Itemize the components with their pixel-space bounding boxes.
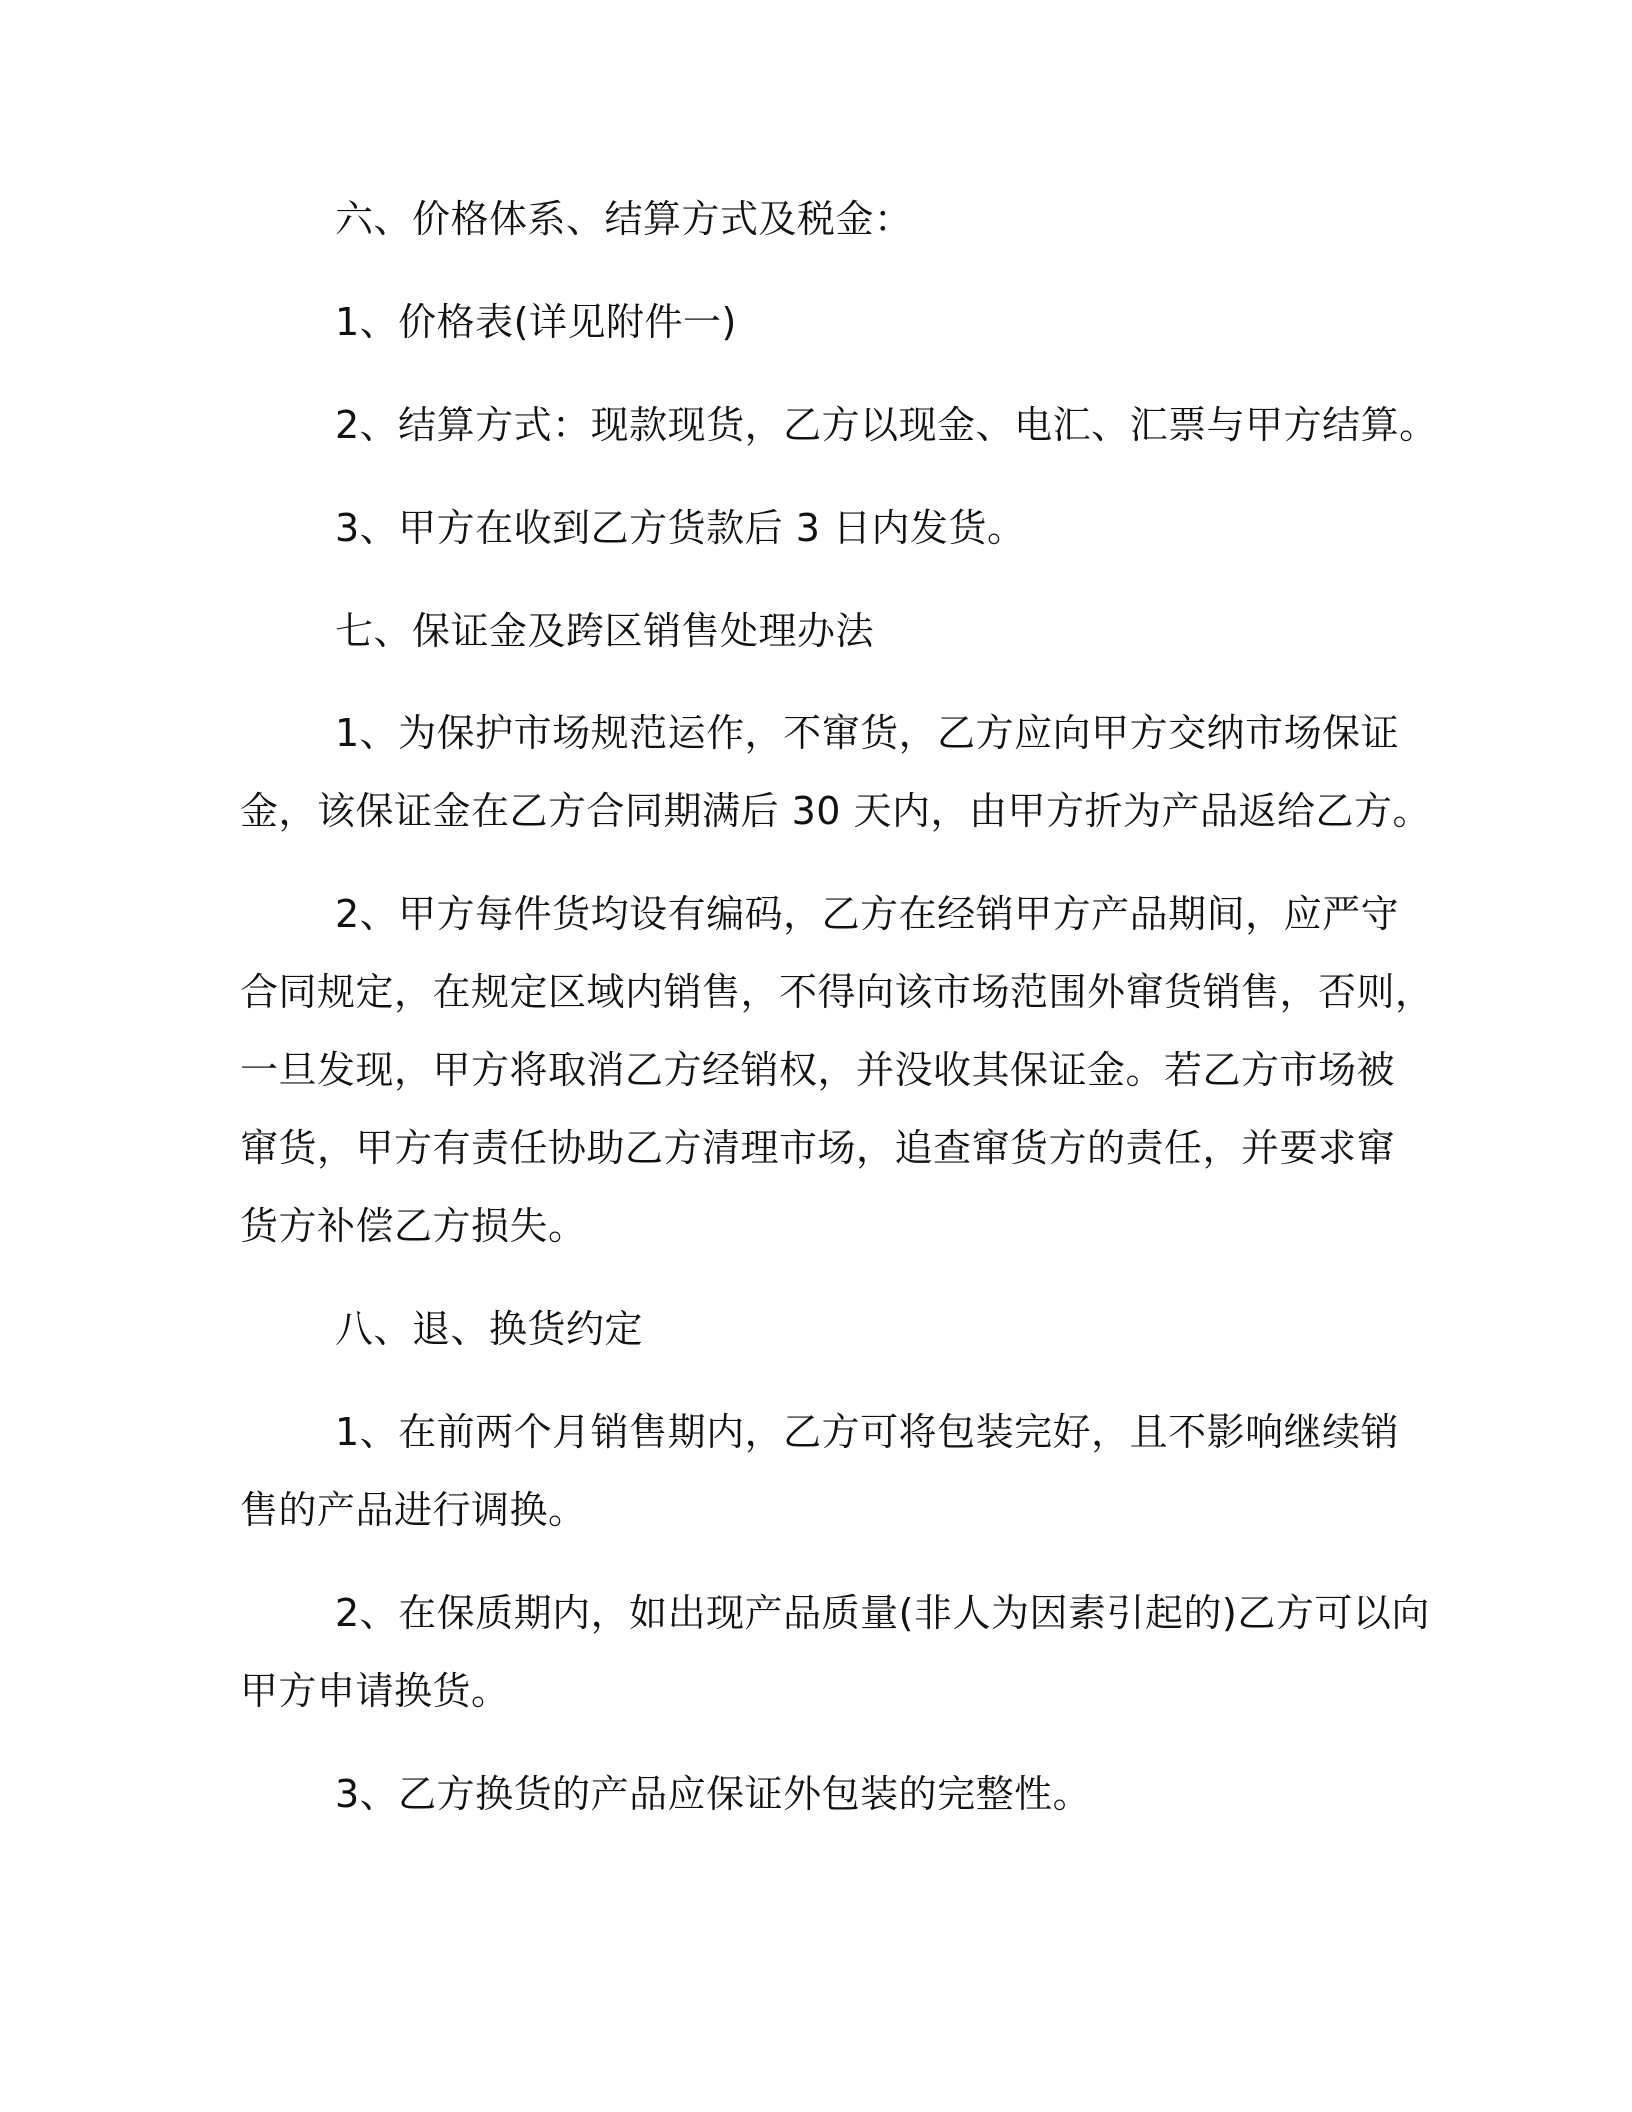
clause-6-2: 2、结算方式：现款现货，乙方以现金、电汇、汇票与甲方结算。 xyxy=(335,403,1438,447)
clause-8-3: 3、乙方换货的产品应保证外包装的完整性。 xyxy=(335,1772,1092,1816)
clause-7-2-line-5: 货方补偿乙方损失。 xyxy=(240,1204,587,1248)
clause-7-2-line-3: 一旦发现，甲方将取消乙方经销权，并没收其保证金。若乙方市场被 xyxy=(240,1048,1396,1092)
line-5 xyxy=(240,694,1400,772)
line-13 xyxy=(240,1393,1400,1471)
clause-8-1-line-1: 1、在前两个月销售期内，乙方可将包装完好，且不影响继续销 xyxy=(335,1410,1400,1454)
line-15 xyxy=(240,1574,1430,1652)
clause-7-2-line-2: 合同规定，在规定区域内销售，不得向该市场范围外窜货销售，否则， xyxy=(240,970,1434,1014)
clause-8-2-line-1: 2、在保质期内，如出现产品质量(非人为因素引起的)乙方可以向 xyxy=(335,1591,1430,1635)
line-16 xyxy=(240,1652,1390,1730)
clause-7-1-line-1: 1、为保护市场规范运作，不窜货，乙方应向甲方交纳市场保证 xyxy=(335,711,1400,755)
line-10 xyxy=(240,1109,1396,1187)
line-3 xyxy=(240,489,1390,567)
clause-7-2-line-1: 2、甲方每件货均设有编码，乙方在经销甲方产品期间，应严守 xyxy=(335,892,1400,936)
section-7-heading: 七、保证金及跨区销售处理办法 xyxy=(335,609,875,653)
section-8-heading: 八、退、换货约定 xyxy=(335,1307,644,1351)
line-17 xyxy=(240,1755,1390,1833)
line-4 xyxy=(240,592,1390,670)
line-11 xyxy=(240,1187,1390,1265)
clause-6-3: 3、甲方在收到乙方货款后 3 日内发货。 xyxy=(335,506,1026,550)
clause-8-2-line-2: 甲方申请换货。 xyxy=(240,1669,510,1713)
line-2 xyxy=(240,386,1438,464)
clause-6-1: 1、价格表(详见附件一) xyxy=(335,300,737,344)
line-6 xyxy=(240,772,1432,850)
section-6-heading: 六、价格体系、结算方式及税金： xyxy=(335,197,913,241)
line-1 xyxy=(240,283,1390,361)
clause-7-1-line-2: 金，该保证金在乙方合同期满后 30 天内，由甲方折为产品返给乙方。 xyxy=(240,789,1432,833)
clause-8-1-line-2: 售的产品进行调换。 xyxy=(240,1488,587,1532)
line-14 xyxy=(240,1471,1390,1549)
line-8 xyxy=(240,953,1434,1031)
line-7 xyxy=(240,875,1400,953)
clause-7-2-line-4: 窜货，甲方有责任协助乙方清理市场，追查窜货方的责任，并要求窜 xyxy=(240,1126,1396,1170)
line-0 xyxy=(240,180,1390,258)
line-12 xyxy=(240,1290,1390,1368)
line-9 xyxy=(240,1031,1396,1109)
